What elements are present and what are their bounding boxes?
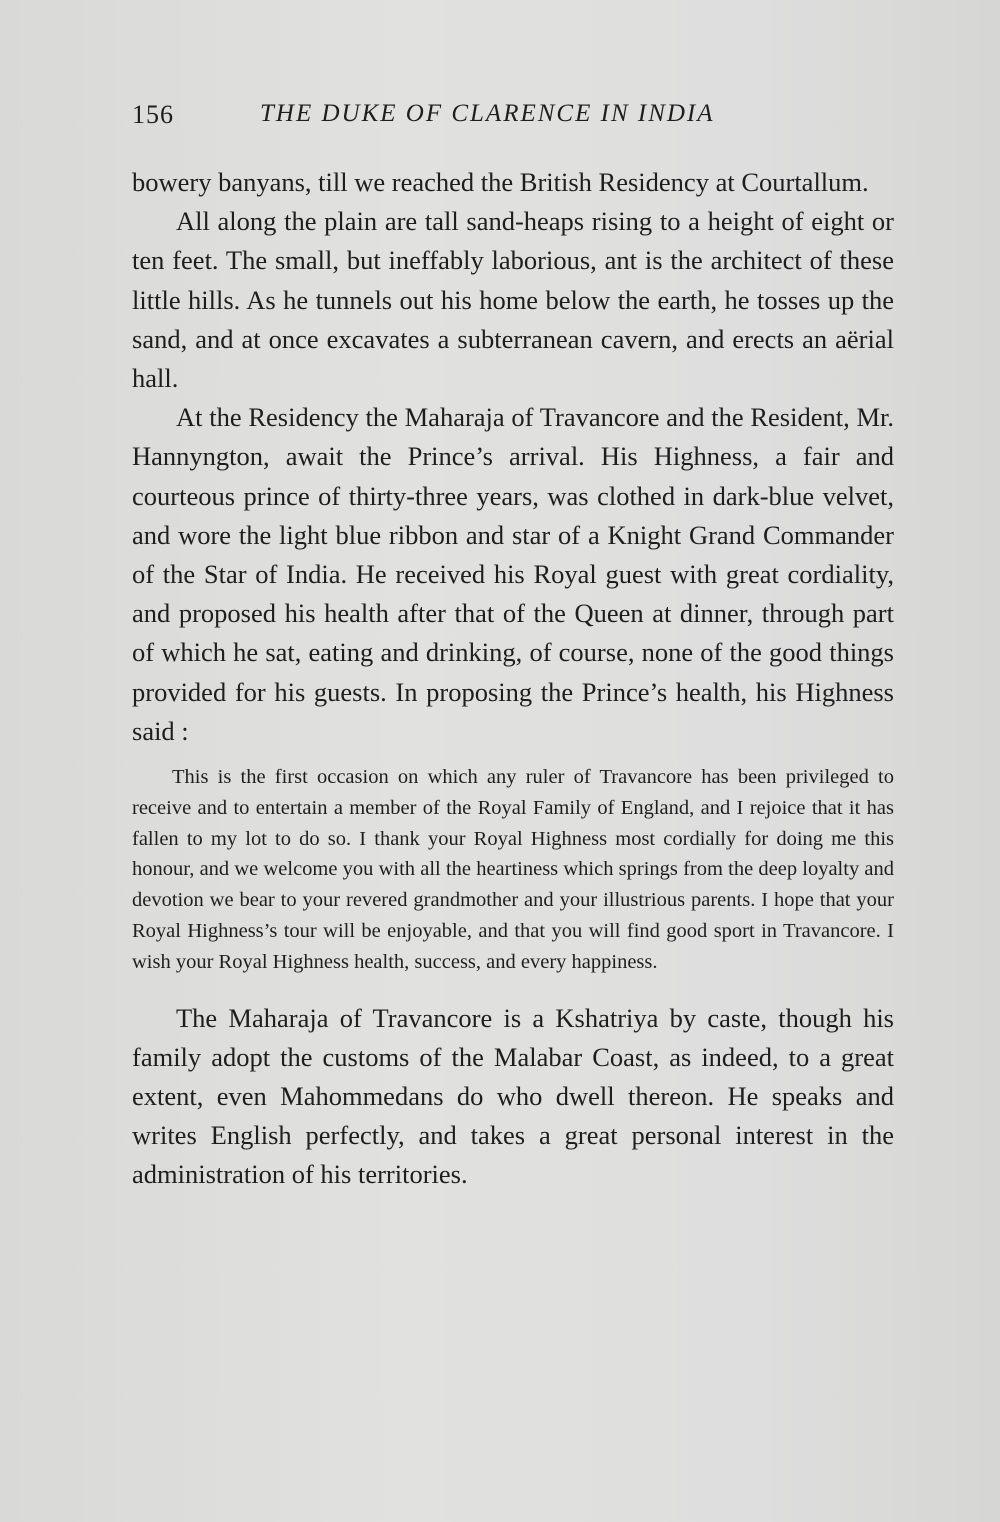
running-title: THE DUKE OF CLARENCE IN INDIA: [260, 100, 715, 127]
body-text: [132, 163, 894, 1195]
running-head: [132, 100, 894, 140]
quoted-speech: This is the first occasion on which any ruler of Travancore has been privileged to receive and to entertain a member of the Royal Family of England, and I rejoice that it has fallen to my lot to do so. I thank your Royal Highness most cordially for doing me this honour, and we welcome you with all the heartiness which springs from the deep loyalty and devotion we bear to your revered grandmother and your illustrious parents. I hope that your Royal Highness’s tour will be enjoyable, and that you will find good sport in Travancore. I wish your Royal Highness health, success, and every happiness.: [132, 766, 894, 973]
paragraph-continuation: bowery banyans, till we reached the British Residency at Courtallum.: [132, 167, 869, 197]
paragraph-maharaja: The Maharaja of Travancore is a Kshatriya by caste, though his family adopt the customs of the Malabar Coast, as indeed, to a great extent, even Mahommedans do who dwell thereon. He speaks and writes English perfectly, and takes a great personal interest in the administration of his territories.: [132, 1002, 894, 1190]
paragraph-sand-heaps: All along the plain are tall sand-heaps rising to a height of eight or ten feet. The small, but ineffably laborious, ant is the architect of these little hills. As he tunnels out his home below the earth, he tosses up the sand, and at once excavates a subterranean cavern, and erects an aërial hall.: [132, 206, 894, 394]
paragraph-residency: At the Residency the Maharaja of Travancore and the Resident, Mr. Hannyngton, await the Prince’s arrival. His Highness, a fair and courteous prince of thirty-three years, was clothed in dark-blue velvet, and wore the light blue ribbon and star of a Knight Grand Commander of the Star of India. He received his Royal guest with great cordiality, and proposed his health after that of the Queen at dinner, through part of which he sat, eating and drinking, of course, none of the good things provided for his guests. In proposing the Prince’s health, his Highness said :: [132, 402, 894, 746]
page-number: 156: [132, 100, 174, 129]
